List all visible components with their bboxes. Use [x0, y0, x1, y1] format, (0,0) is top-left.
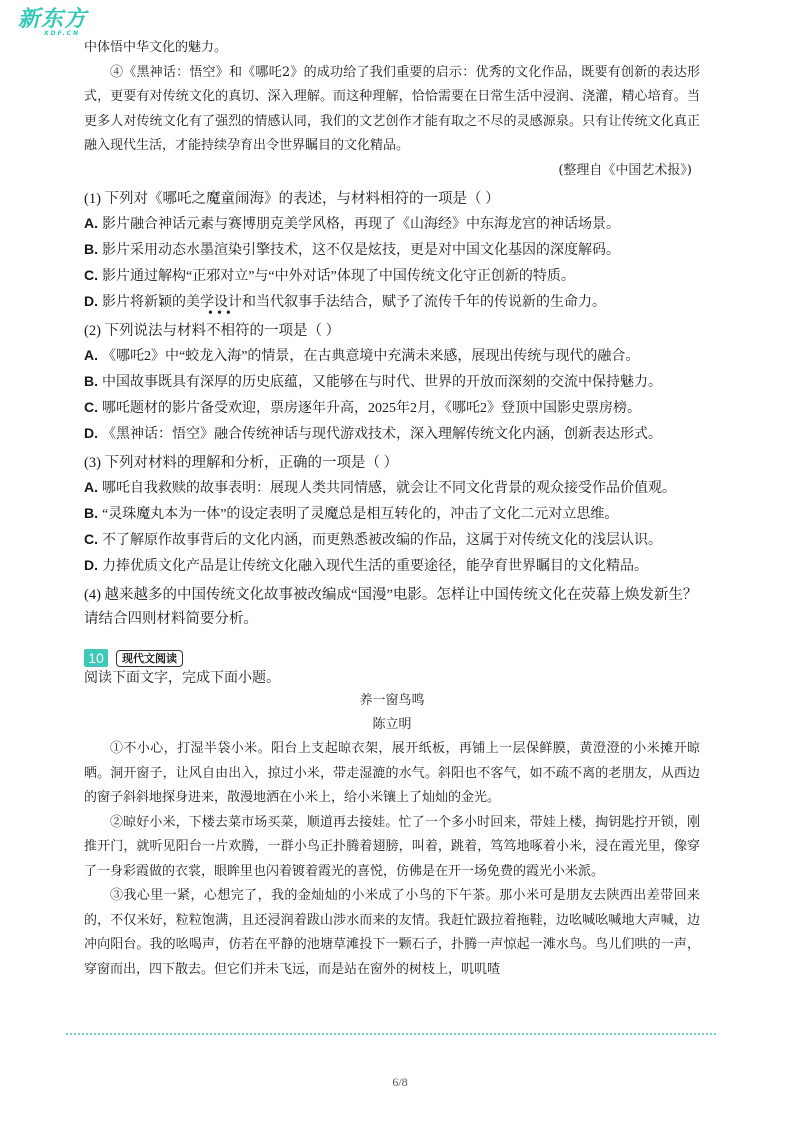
article-paragraph-3: ③我心里一紧，心想完了，我的金灿灿的小米成了小鸟的下午茶。那小米可是朋友去陕西出差带回来的，不仅米好，粒粒饱满，且还浸润着跋山涉水而来的友情。我赶忙趿拉着拖鞋，边吆喊吆喊地大声喊，边冲向阳台。我的吆喝声，仿若在平静的池塘草滩投下一颗石子，扑腾一声惊起一滩水鸟。鸟儿们哄的一声，穿窗而出，四下散去。但它们并未飞远，而是站在窗外的树枝上，叽叽喳: [84, 888, 700, 977]
logo-subtext: XDF.CN: [44, 30, 81, 37]
question-stem: (3) 下列对材料的理解和分析，正确的一项是（ ）: [84, 455, 399, 471]
article-author: 陈立明: [372, 717, 412, 732]
xdf-logo: [18, 8, 87, 37]
footer-divider: [66, 1033, 716, 1035]
section-header: [84, 649, 700, 667]
question-2: [84, 319, 700, 447]
option-c: C. 影片通过解构“正邪对立”与“中外对话”体现了中国传统文化守正创新的特质。: [84, 267, 575, 284]
question-number-badge: 10: [84, 649, 108, 667]
option-d: D. 影片将新颖的美学设计和当代叙事手法结合，赋予了流传千年的传说新的生命力。: [84, 293, 606, 310]
question-stem: (2) 下列说法与材料••• 不相符的一项是（ ）: [84, 319, 700, 343]
option-b: B. 影片采用动态水墨渲染引擎技术，这不仅是炫技，更是对中国文化基因的深度解码。: [84, 241, 620, 258]
option-b: B. 中国故事既具有深厚的历史底蕴，又能够在与时代、世界的开放而深刻的交流中保持魅力。: [84, 373, 662, 390]
section-intro: 阅读下面文字，完成下面小题。: [84, 670, 280, 686]
article-title: 养一窗鸟鸣: [359, 693, 425, 708]
emphasis-dots: ••• 不相符: [206, 319, 250, 343]
question-1: [84, 187, 700, 315]
option-c: C. 不了解原作故事背后的文化内涵，而更熟悉被改编的作品，这属于对传统文化的浅层认识。: [84, 531, 662, 548]
option-d: D. 《黑神话：悟空》融合传统神话与现代游戏技术，深入理解传统文化内涵，创新表达形式。: [84, 425, 662, 442]
passage-source: (整理自《中国艺术报》): [558, 162, 692, 178]
article-paragraph-1: ①不小心，打湿半袋小米。阳台上支起晾衣架，展开纸板，再铺上一层保鲜膜，黄澄澄的小米摊开晾晒。洞开窗子，让风自由出入，掠过小米，带走湿漉的水气。斜阳也不客气，如不疏不离的老朋友，从西边的窗子斜斜地探身进来，散漫地洒在小米上，给小米镶上了灿灿的金光。: [84, 741, 700, 805]
passage-paragraph-4: ④《黑神话：悟空》和《哪吒2》的成功给了我们重要的启示：优秀的文化作品，既要有创新的表达形式，更要有对传统文化的真切、深入理解。而这种理解，恰恰需要在日常生活中浸润、浇灌，精心培育。当更多人对传统文化有了强烈的情感认同，我们的文艺创作才能有取之不尽的灵感源泉。只有让传统文化真正融入现代生活，才能持续孕育出令世界瞩目的文化精品。: [84, 64, 700, 153]
option-a: A. 影片融合神话元素与赛博朋克美学风格，再现了《山海经》中东海龙宫的神话场景。: [84, 215, 620, 232]
question-4: [84, 583, 700, 631]
page-content: [84, 36, 700, 982]
question-stem: (4) 越来越多的中国传统文化故事被改编成“国漫”电影。怎样让中国传统文化在荧幕上焕发新生？请结合四则材料简要分析。: [84, 587, 698, 627]
option-d: D. 力捧优质文化产品是让传统文化融入现代生活的重要途径，能孕育世界瞩目的文化精品。: [84, 557, 648, 574]
option-a: A. 哪吒自我救赎的故事表明：展现人类共同情感，就会让不同文化背景的观众接受作品价值观。: [84, 479, 676, 496]
article-paragraph-2: ②晾好小米，下楼去菜市场买菜，顺道再去接娃。忙了一个多小时回来，带娃上楼，掏钥匙拧开锁，刚推开门，就听见阳台一片欢腾，一群小鸟正扑腾着翅膀，叫着，跳着，笃笃地啄着小米，浸在霞光里，像穿了一身彩霞做的衣裳，眼眸里也闪着镀着霞光的喜悦，仿佛是在开一场免费的霞光小米派。: [84, 814, 700, 879]
option-c: C. 哪吒题材的影片备受欢迎，票房逐年升高，2025年2月，《哪吒2》登顶中国影史票房榜。: [84, 399, 641, 416]
logo-text: 新东方: [18, 7, 88, 32]
option-a: A. 《哪吒2》中“蛟龙入海”的情景，在古典意境中充满未来感，展现出传统与现代的融合。: [84, 347, 640, 364]
section-tag: 现代文阅读: [116, 650, 183, 667]
passage-line: 中体悟中华文化的魅力。: [84, 40, 228, 55]
question-stem: (1) 下列对《哪吒之魔童闹海》的表述，与材料相符的一项是（ ）: [84, 191, 500, 207]
option-b: B. “灵珠魔丸本为一体”的设定表明了灵魔总是相互转化的，冲击了文化二元对立思维。: [84, 505, 619, 522]
question-3: [84, 451, 700, 579]
page-number: 6/8: [392, 1075, 408, 1089]
